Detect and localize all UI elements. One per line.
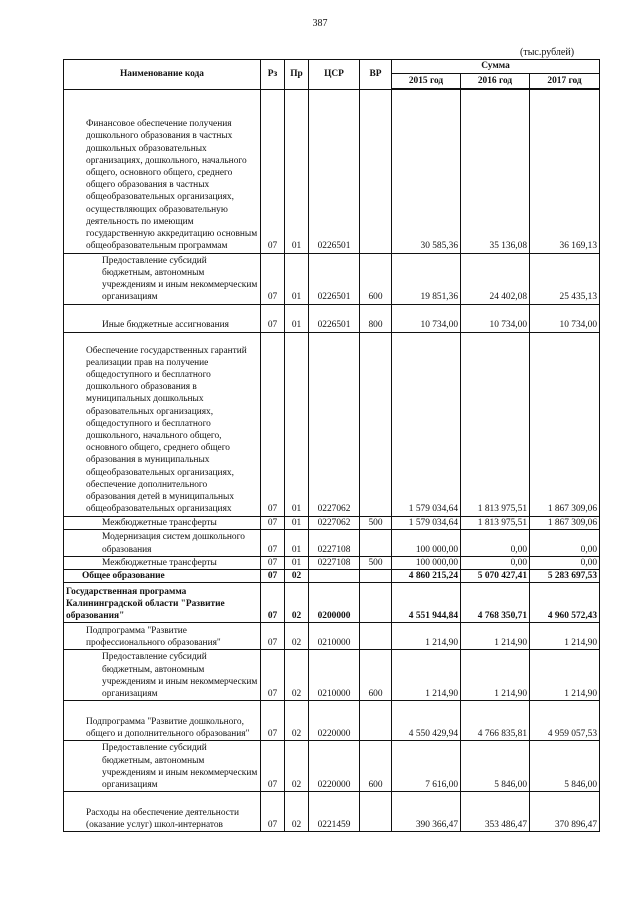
- row-2016: 0,00: [461, 529, 530, 556]
- row-name: Обеспечение государственных гарантий реализации прав на получение общедоступного и бесплатного дошкольного образования в муниципальных дошкольных образовательных организациях, общедоступного и бесплатного дошкольного, начального общего, основного общего, среднего общего образования в муниципальных общеобразовательных организациях, обеспечение дополнительного образования детей в муниципальных общеобразовательных организациях: [64, 332, 261, 516]
- row-2017: 4 959 057,53: [530, 701, 600, 741]
- row-pr: 02: [285, 569, 309, 582]
- row-2015: 1 579 034,64: [392, 332, 461, 516]
- row-2015: 1 214,90: [392, 623, 461, 650]
- row-rz: 07: [261, 89, 285, 253]
- row-name: Межбюджетные трансферты: [64, 556, 261, 569]
- page-number: 387: [312, 18, 328, 29]
- row-csr: 0226501: [309, 253, 360, 304]
- header-vr: ВР: [360, 60, 392, 90]
- row-csr: 0226501: [309, 89, 360, 253]
- row-csr: 0200000: [309, 583, 360, 623]
- row-2016: 5 070 427,41: [461, 569, 530, 582]
- row-2016: 35 136,08: [461, 89, 530, 253]
- row-csr: 0227062: [309, 516, 360, 529]
- row-2016: 10 734,00: [461, 304, 530, 332]
- row-pr: 01: [285, 529, 309, 556]
- row-pr: 01: [285, 556, 309, 569]
- row-2015: 7 616,00: [392, 741, 461, 792]
- row-2017: 10 734,00: [530, 304, 600, 332]
- table-row: [64, 253, 600, 304]
- row-pr: 02: [285, 650, 309, 701]
- table-row: [64, 332, 600, 516]
- row-2016: 1 214,90: [461, 650, 530, 701]
- row-2016: 1 813 975,51: [461, 516, 530, 529]
- row-2015: 30 585,36: [392, 89, 461, 253]
- row-2015: 100 000,00: [392, 529, 461, 556]
- row-csr: 0210000: [309, 623, 360, 650]
- row-2017: 36 169,13: [530, 89, 600, 253]
- row-2015: 390 366,47: [392, 792, 461, 832]
- row-csr: 0210000: [309, 650, 360, 701]
- row-pr: 01: [285, 516, 309, 529]
- row-rz: 07: [261, 623, 285, 650]
- row-2015: 4 551 944,84: [392, 583, 461, 623]
- row-2017: 25 435,13: [530, 253, 600, 304]
- row-rz: 07: [261, 583, 285, 623]
- row-name: Государственная программа Калининградской области "Развитие образования": [64, 583, 261, 623]
- row-rz: 07: [261, 741, 285, 792]
- row-vr: 800: [360, 304, 392, 332]
- header-rz: Рз: [261, 60, 285, 90]
- row-csr: [309, 569, 360, 582]
- row-2016: 0,00: [461, 556, 530, 569]
- row-2017: 4 960 572,43: [530, 583, 600, 623]
- row-pr: 01: [285, 332, 309, 516]
- budget-table: [63, 59, 600, 832]
- header-2017: 2017 год: [530, 74, 600, 90]
- table-row: [64, 516, 600, 529]
- row-2016: 4 766 835,81: [461, 701, 530, 741]
- row-name: Расходы на обеспечение деятельности (оказание услуг) школ-интернатов: [64, 792, 261, 832]
- row-rz: 07: [261, 569, 285, 582]
- row-2015: 100 000,00: [392, 556, 461, 569]
- row-2015: 1 214,90: [392, 650, 461, 701]
- units-label: (тыс.рублей): [520, 47, 575, 58]
- header-2016: 2016 год: [461, 74, 530, 90]
- table-row: [64, 556, 600, 569]
- table-row: [64, 650, 600, 701]
- row-2017: 1 214,90: [530, 650, 600, 701]
- row-pr: 01: [285, 89, 309, 253]
- row-pr: 02: [285, 623, 309, 650]
- row-2017: 1 867 309,06: [530, 516, 600, 529]
- table-row: [64, 792, 600, 832]
- row-csr: 0221459: [309, 792, 360, 832]
- row-rz: 07: [261, 792, 285, 832]
- row-rz: 07: [261, 332, 285, 516]
- row-csr: 0220000: [309, 701, 360, 741]
- row-name: Предоставление субсидий бюджетным, автономным учреждениям и иным некоммерческим организациям: [64, 650, 261, 701]
- row-vr: [360, 623, 392, 650]
- row-2015: 10 734,00: [392, 304, 461, 332]
- row-2017: 5 846,00: [530, 741, 600, 792]
- row-csr: 0227062: [309, 332, 360, 516]
- table-row: [64, 623, 600, 650]
- row-2016: 5 846,00: [461, 741, 530, 792]
- row-2017: 1 214,90: [530, 623, 600, 650]
- table-row: [64, 569, 600, 582]
- row-vr: 500: [360, 516, 392, 529]
- row-name: Финансовое обеспечение получения дошкольного образования в частных дошкольных образовательных организациях, дошкольного, начального общего, основного общего, среднего общего образования в частных общеобразовательных организациях, осуществляющих образовательную деятельность по имеющим государственную аккредитацию основным общеобразовательным программам: [64, 89, 261, 253]
- row-pr: 02: [285, 741, 309, 792]
- row-rz: 07: [261, 701, 285, 741]
- row-vr: 600: [360, 741, 392, 792]
- row-pr: 02: [285, 792, 309, 832]
- row-2016: 353 486,47: [461, 792, 530, 832]
- row-vr: [360, 792, 392, 832]
- row-pr: 02: [285, 583, 309, 623]
- row-name: Подпрограмма "Развитие профессионального образования": [64, 623, 261, 650]
- row-pr: 01: [285, 253, 309, 304]
- row-rz: 07: [261, 516, 285, 529]
- row-rz: 07: [261, 650, 285, 701]
- row-pr: 02: [285, 701, 309, 741]
- table-row: [64, 741, 600, 792]
- row-2016: 1 813 975,51: [461, 332, 530, 516]
- row-2015: 19 851,36: [392, 253, 461, 304]
- table-row: [64, 701, 600, 741]
- header-name: Наименование кода: [64, 60, 261, 90]
- row-vr: 500: [360, 556, 392, 569]
- row-rz: 07: [261, 556, 285, 569]
- header-pr: Пр: [285, 60, 309, 90]
- row-vr: 600: [360, 253, 392, 304]
- header-csr: ЦСР: [309, 60, 360, 90]
- row-csr: 0227108: [309, 556, 360, 569]
- row-rz: 07: [261, 529, 285, 556]
- row-2017: 1 867 309,06: [530, 332, 600, 516]
- row-2016: 24 402,08: [461, 253, 530, 304]
- row-name: Иные бюджетные ассигнования: [64, 304, 261, 332]
- row-csr: 0227108: [309, 529, 360, 556]
- row-vr: [360, 529, 392, 556]
- table-row: [64, 583, 600, 623]
- row-rz: 07: [261, 304, 285, 332]
- row-2016: 1 214,90: [461, 623, 530, 650]
- row-2017: 370 896,47: [530, 792, 600, 832]
- row-csr: 0226501: [309, 304, 360, 332]
- header-sum: Сумма: [392, 60, 600, 74]
- row-2015: 4 550 429,94: [392, 701, 461, 741]
- row-vr: [360, 583, 392, 623]
- row-vr: [360, 89, 392, 253]
- row-csr: 0220000: [309, 741, 360, 792]
- table-row: [64, 529, 600, 556]
- row-vr: [360, 569, 392, 582]
- row-name: Подпрограмма "Развитие дошкольного, общего и дополнительного образования": [64, 701, 261, 741]
- row-2017: 5 283 697,53: [530, 569, 600, 582]
- header-2015: 2015 год: [392, 74, 461, 90]
- row-vr: 600: [360, 650, 392, 701]
- row-name: Предоставление субсидий бюджетным, автономным учреждениям и иным некоммерческим организациям: [64, 253, 261, 304]
- table-row: [64, 304, 600, 332]
- row-vr: [360, 701, 392, 741]
- row-name: Предоставление субсидий бюджетным, автономным учреждениям и иным некоммерческим организациям: [64, 741, 261, 792]
- row-name: Общее образование: [64, 569, 261, 582]
- row-name: Модернизация систем дошкольного образования: [64, 529, 261, 556]
- row-vr: [360, 332, 392, 516]
- row-name: Межбюджетные трансферты: [64, 516, 261, 529]
- row-2015: 4 860 215,24: [392, 569, 461, 582]
- row-rz: 07: [261, 253, 285, 304]
- row-2016: 4 768 350,71: [461, 583, 530, 623]
- table-row: [64, 89, 600, 253]
- row-2017: 0,00: [530, 529, 600, 556]
- row-2015: 1 579 034,64: [392, 516, 461, 529]
- row-pr: 01: [285, 304, 309, 332]
- row-2017: 0,00: [530, 556, 600, 569]
